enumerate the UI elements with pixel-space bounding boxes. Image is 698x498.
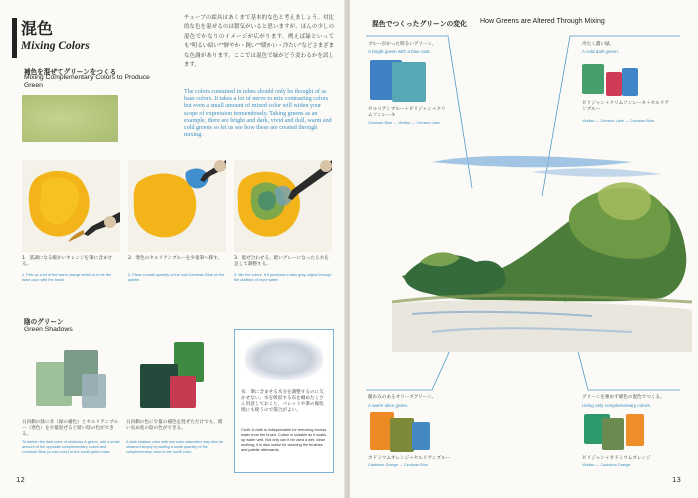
tr-mix-en: Viridian → Crimson Lake → Cerulean Blue [582,119,654,123]
step1-jp: 1．基調になる暖かいオレンジを筆に含ませる。 [22,256,112,267]
section1-en: Mixing Complementary Colors to Produce Green [24,74,150,89]
landscape-illustration [392,142,692,352]
cloth-note-en: Cloth: A cloth is indispensable for removing excess water from the brush. Cotton is suitable as it soaks up water well. Not only can it be used a wet, clean working, it is also useful for cleaning the brushes and palette afterwards. [241,428,327,452]
step3-paint-illustration [234,160,332,252]
right-page [350,0,698,498]
shadow1-en: To darken the dark color of shadows in green, add a small amount of the opposite complementary colors and Cerulean Blue (a cold color) to the sunlit green base. [22,440,120,454]
page-number-left: 12 [16,476,25,484]
bl-mix-en: Cadmium Orange → Cerulean Blue [368,463,428,467]
bl-mix-jp: カドミウムオレンジ＋セルリアンブルー [368,456,451,461]
tr-mix-jp: ビリジャン＋クリムソンレーキ＋セルリアンブルー [582,101,670,112]
tl-jp: ブルーがかった明るいグリーン。 [368,42,437,47]
tr-blue-swatch [622,68,638,96]
shadow1-jp: 日向側の緑に赤（緑の補色）とセルリアンブルー（寒色）を少量混ぜると暗い陰の色ができる。 [22,420,119,437]
section1-jp: 補色を混ぜてグリーンをつくる [24,68,117,76]
left-page [0,0,346,498]
step2-photo [128,160,226,252]
br-mixed-swatch [602,418,624,450]
title-bar [12,18,17,58]
green-wash-swatch [22,95,118,142]
step1-paint-illustration [22,160,120,252]
br-mix-jp: ビリジャン＋カドミウムオレンジ [582,456,651,461]
bl-blue-swatch [412,422,430,450]
step1-en: 1. Pick up a bit of the warm orange which is to be the base color with the brush. [22,273,112,282]
cloth-photo [245,338,323,380]
bl-jp: 暖かみのあるオリーブグリーン。 [368,395,437,400]
step2-jp: 2．寒色のセルリアンブルーを少量筆へ移す。 [128,256,223,261]
step2-en: 2. Place a small quantity of the cold Cerulean Blue on the palette. [128,273,225,282]
tr-en: A cold dark green. [582,49,620,54]
tl-cerulean-swatch [392,62,426,102]
tr-green-swatch [582,64,604,94]
br-jp: グリーンを強めず補色の混色でつくる。 [582,395,665,400]
tr-red-swatch [606,72,622,96]
section2-jp: 陰のグリーン [24,318,64,326]
right-title-en: How Greens are Altered Through Mixing [480,18,605,25]
landscape-painting [392,142,692,352]
red-swatch [170,376,196,408]
page-number-right: 13 [672,476,681,484]
intro-jp: チューブの絵具はあくまで基本的な色と考えましょう。対比的な色を混ぜるのは積気がいると思いますが、ほんの少しの混色でかなりのイメージが広がります。例えば緑といっても"明るい暗い""鮮やか・鈍い""暖かい・冷たい"などさまざまな色調があります。ここでは混色で緑がどう変わるかを試します。 [184,15,334,69]
step1-photo [22,160,120,252]
section2-en: Green Shadows [24,326,73,333]
shadow2-swatches [126,340,224,416]
step3-en: 3. Mix the colors. If it produces a dark gray, adjust through the addition of more water. [234,273,332,282]
cloth-note-box [234,329,334,473]
shadow2-en: A dark shadow color with low color saturation may also be obtained simply by adding a small quantity of the complementary color to the sunlit color. [126,440,224,454]
tl-mix-en: Cerulean Blue → Viridian → Crimson Lake [368,121,440,125]
step2-paint-illustration [128,160,226,252]
step3-photo [234,160,332,252]
intro-en: The colors contained in tubes should only be thought of as base colors. It takes a lot of nerve to mix contrasting colors but even a small amount of mixed color will widen your scope of expression tremendously. Taking greens as an example, there are bright and dark, vivid and dull, warm and cold greens so let us see how these are created through mixing. [184,89,332,139]
shadow2-jp: 日向側の色に少量の補色を混ぜただけでも、暗い長め度の陰の色ができる。 [126,420,223,431]
shadow1-swatches [22,340,120,416]
bl-olive-swatch [390,418,414,452]
title-en: Mixing Colors [21,40,90,52]
tr-jp: 冷たく濃い緑。 [582,42,615,47]
cloth-note-jp: 布：筆に含ませる水分を調整するのに欠かせない。水を吸収する布を織めたくさん用意しておくと、パレットや筆の後処理にも使うので都合がよい。 [241,390,324,413]
title-jp: 混色 [21,19,54,38]
br-en: Using only complementary colors. [582,403,651,408]
cerulean-swatch [82,374,106,408]
tl-en: A bright green with a blue cast. [368,49,431,54]
right-title-jp: 混色でつくったグリーンの変化 [372,20,467,28]
bl-en: A warm olive green. [368,403,409,408]
br-orange-swatch [626,414,644,446]
step3-jp: 3．混ぜ合わせる。暗いグレーになったら水を足して調整する。 [234,256,329,267]
tl-mix-jp: セルリアンブルー＋ビリジャン＋クリムソンレーキ [368,107,446,118]
br-mix-en: Viridian → Cadmium Orange [582,463,631,467]
